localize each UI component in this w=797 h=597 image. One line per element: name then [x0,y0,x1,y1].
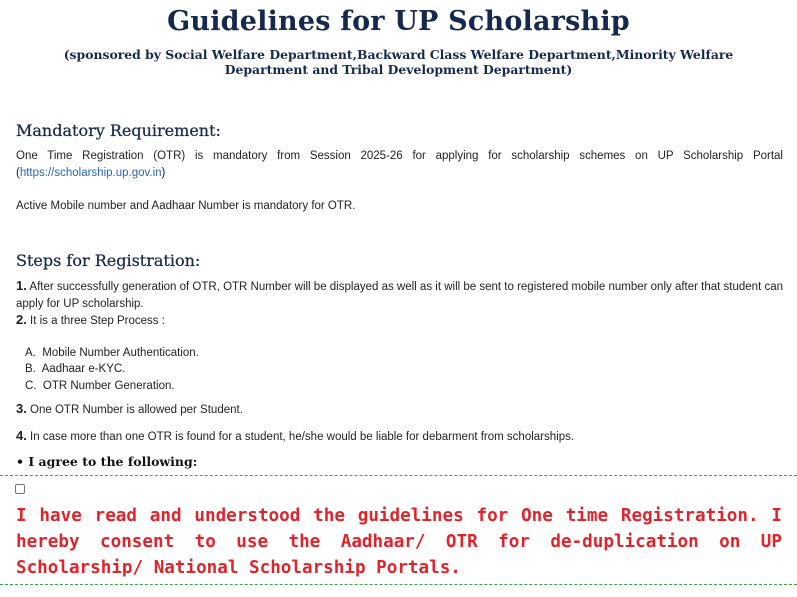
sub-step-text: Aadhaar e-KYC. [41,363,126,375]
step-text: After successfully generation of OTR, OTR Number will be displayed as well as it will be sent to registered mobile number only after that student can apply for UP scholarship. [16,281,783,310]
step-item [16,311,783,330]
step-number: 2. [16,312,27,327]
step-number: 4. [16,428,27,443]
sub-step-marker: C. [25,380,37,392]
agree-label: • I agree to the following: [16,454,198,469]
step-item [16,400,783,419]
mandatory-heading: Mandatory Requirement: [16,121,221,140]
consent-text: I have read and understood the guidelines for One time Registration. I hereby consent to use the Aadhaar/ OTR for de-duplication on UP Scholarship/ National Scholarship Portals. [16,506,782,578]
step-item [16,427,783,446]
scholarship-portal-link[interactable]: https://scholarship.up.gov.in [19,167,162,179]
sub-step-item [25,361,125,377]
step-text: In case more than one OTR is found for a student, he/she would be liable for debarment from scholarships. [30,431,575,443]
otr-mandatory-paragraph [16,148,783,182]
divider [0,475,797,476]
steps-heading: Steps for Registration: [16,251,201,270]
sub-step-item [25,345,199,361]
agree-checkbox[interactable] [15,484,25,494]
step-text: It is a three Step Process : [30,315,165,327]
page-subtitle: (sponsored by Social Welfare Department,Backward Class Welfare Department,Minority Welfare Department and Tribal Development Department) [63,47,734,77]
step-number: 1. [16,278,27,293]
sub-step-item [25,378,175,394]
step-text: One OTR Number is allowed per Student. [30,404,243,416]
otr-mandatory-text: One Time Registration (OTR) is mandatory from Session 2025-26 for applying for scholarship schemes on UP Scholarship Portal ( [16,150,783,179]
sub-step-text: Mobile Number Authentication. [42,347,199,359]
step-number: 3. [16,401,27,416]
page-title: Guidelines for UP Scholarship [167,6,630,37]
step-item [16,277,783,313]
sub-step-marker: B. [25,363,36,375]
otr-mandatory-close: ) [161,167,166,179]
mobile-aadhaar-paragraph: Active Mobile number and Aadhaar Number is mandatory for OTR. [16,200,356,212]
sub-step-text: OTR Number Generation. [42,380,175,392]
divider [0,584,797,585]
sub-step-marker: A. [25,347,36,359]
